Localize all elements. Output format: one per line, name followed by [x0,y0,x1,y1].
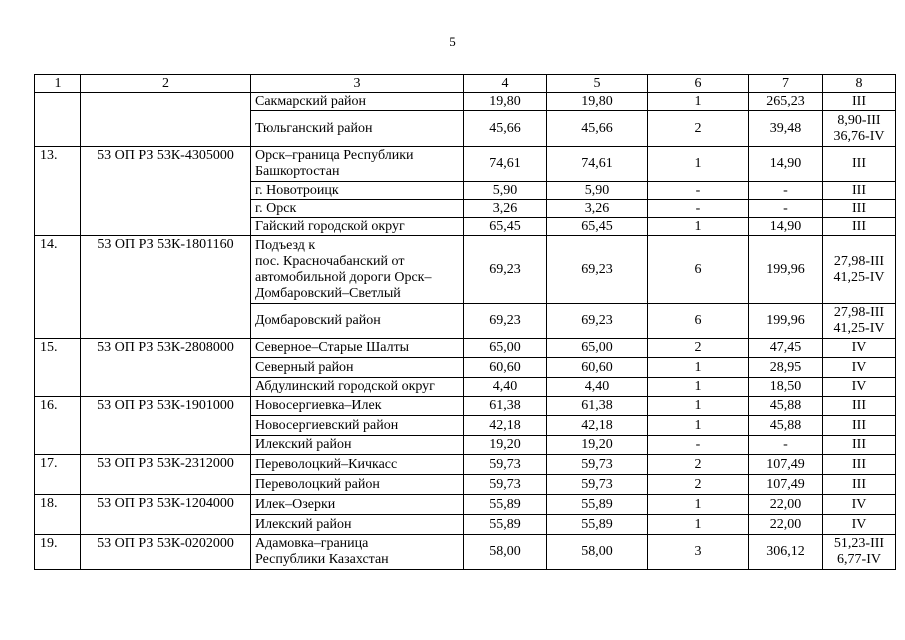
bridge-length-cell: - [749,436,823,455]
road-category-cell: IV [823,358,896,378]
length-hard-surface-cell: 55,89 [547,495,648,515]
bridge-count-cell: 1 [648,515,749,535]
row-number-cell [35,93,81,147]
table-row [35,236,896,304]
length-total-cell: 55,89 [464,495,547,515]
length-total-cell: 55,89 [464,515,547,535]
road-code-cell: 53 ОП РЗ 53К-0202000 [81,535,251,570]
header-cell-8: 8 [823,75,896,93]
bridge-count-cell: 1 [648,93,749,111]
road-category-cell: 27,98-III 41,25-IV [823,236,896,304]
length-hard-surface-cell: 60,60 [547,358,648,378]
header-cell-1: 1 [35,75,81,93]
length-hard-surface-cell: 5,90 [547,182,648,200]
column-number-row [35,75,896,93]
row-number-cell: 16. [35,397,81,455]
road-category-cell: III [823,436,896,455]
road-category-cell: IV [823,378,896,397]
length-hard-surface-cell: 19,80 [547,93,648,111]
bridge-count-cell: 1 [648,358,749,378]
length-hard-surface-cell: 59,73 [547,455,648,475]
header-cell-3: 3 [251,75,464,93]
table-row [35,455,896,475]
road-category-cell: III [823,200,896,218]
length-hard-surface-cell: 19,20 [547,436,648,455]
length-hard-surface-cell: 65,00 [547,339,648,358]
bridge-count-cell: 1 [648,378,749,397]
bridge-count-cell: 6 [648,236,749,304]
roads-table [34,74,896,570]
length-hard-surface-cell: 42,18 [547,416,648,436]
page-number: 5 [449,34,456,49]
road-name-cell: Северный район [251,358,464,378]
bridge-length-cell: 22,00 [749,495,823,515]
table-row [35,535,896,570]
road-name-cell: Илекский район [251,515,464,535]
length-total-cell: 45,66 [464,111,547,147]
road-code-cell: 53 ОП РЗ 53К-4305000 [81,147,251,236]
bridge-count-cell: 1 [648,416,749,436]
bridge-count-cell: 1 [648,495,749,515]
bridge-count-cell: 1 [648,218,749,236]
road-name-cell: Новосергиевка–Илек [251,397,464,416]
bridge-length-cell: 265,23 [749,93,823,111]
road-name-cell: Абдулинский городской округ [251,378,464,397]
table-row [35,147,896,182]
bridge-length-cell: 306,12 [749,535,823,570]
road-name-cell: Подъезд к пос. Красночабанский от автомобильной дороги Орск– Домбаровский–Светлый [251,236,464,304]
header-cell-5: 5 [547,75,648,93]
bridge-count-cell: - [648,182,749,200]
row-number-cell: 13. [35,147,81,236]
road-code-cell [81,93,251,147]
road-code-cell: 53 ОП РЗ 53К-1801160 [81,236,251,339]
bridge-length-cell: 18,50 [749,378,823,397]
road-category-cell: IV [823,339,896,358]
bridge-length-cell: - [749,182,823,200]
length-hard-surface-cell: 69,23 [547,304,648,339]
length-hard-surface-cell: 55,89 [547,515,648,535]
header-cell-4: 4 [464,75,547,93]
road-category-cell: III [823,93,896,111]
road-name-cell: Тюльганский район [251,111,464,147]
row-number-cell: 15. [35,339,81,397]
bridge-length-cell: 199,96 [749,304,823,339]
bridge-length-cell: 107,49 [749,455,823,475]
length-hard-surface-cell: 59,73 [547,475,648,495]
bridge-length-cell: 22,00 [749,515,823,535]
road-name-cell: Переволоцкий–Кичкасс [251,455,464,475]
road-name-cell: г. Новотроицк [251,182,464,200]
length-total-cell: 61,38 [464,397,547,416]
road-name-cell: Сакмарский район [251,93,464,111]
road-code-cell: 53 ОП РЗ 53К-2312000 [81,455,251,495]
bridge-count-cell: - [648,436,749,455]
road-category-cell: III [823,397,896,416]
road-category-cell: III [823,218,896,236]
bridge-count-cell: 1 [648,147,749,182]
table-row [35,93,896,111]
road-category-cell: 8,90-III 36,76-IV [823,111,896,147]
road-name-cell: Орск–граница Республики Башкортостан [251,147,464,182]
length-total-cell: 4,40 [464,378,547,397]
length-total-cell: 60,60 [464,358,547,378]
length-total-cell: 69,23 [464,304,547,339]
road-name-cell: Адамовка–граница Республики Казахстан [251,535,464,570]
road-category-cell: III [823,182,896,200]
road-category-cell: III [823,416,896,436]
road-category-cell: III [823,455,896,475]
length-total-cell: 19,20 [464,436,547,455]
road-category-cell: 27,98-III 41,25-IV [823,304,896,339]
bridge-count-cell: 2 [648,111,749,147]
length-hard-surface-cell: 58,00 [547,535,648,570]
road-name-cell: Северное–Старые Шалты [251,339,464,358]
length-total-cell: 59,73 [464,455,547,475]
length-total-cell: 58,00 [464,535,547,570]
header-cell-6: 6 [648,75,749,93]
header-cell-2: 2 [81,75,251,93]
road-name-cell: Илекский район [251,436,464,455]
length-hard-surface-cell: 4,40 [547,378,648,397]
bridge-count-cell: 2 [648,455,749,475]
road-name-cell: Домбаровский район [251,304,464,339]
bridge-count-cell: 6 [648,304,749,339]
road-name-cell: Переволоцкий район [251,475,464,495]
table-row [35,339,896,358]
row-number-cell: 17. [35,455,81,495]
road-code-cell: 53 ОП РЗ 53К-1901000 [81,397,251,455]
length-total-cell: 5,90 [464,182,547,200]
bridge-length-cell: 107,49 [749,475,823,495]
row-number-cell: 14. [35,236,81,339]
table-row [35,397,896,416]
road-name-cell: Илек–Озерки [251,495,464,515]
bridge-count-cell: - [648,200,749,218]
bridge-count-cell: 3 [648,535,749,570]
length-total-cell: 42,18 [464,416,547,436]
bridge-length-cell: 199,96 [749,236,823,304]
road-name-cell: Новосергиевский район [251,416,464,436]
length-total-cell: 59,73 [464,475,547,495]
bridge-length-cell: 14,90 [749,147,823,182]
length-total-cell: 74,61 [464,147,547,182]
road-category-cell: IV [823,515,896,535]
length-total-cell: 65,45 [464,218,547,236]
bridge-count-cell: 2 [648,339,749,358]
length-total-cell: 19,80 [464,93,547,111]
road-name-cell: г. Орск [251,200,464,218]
length-hard-surface-cell: 45,66 [547,111,648,147]
road-category-cell: 51,23-III 6,77-IV [823,535,896,570]
length-total-cell: 65,00 [464,339,547,358]
row-number-cell: 19. [35,535,81,570]
bridge-length-cell: 45,88 [749,397,823,416]
bridge-length-cell: 39,48 [749,111,823,147]
road-name-cell: Гайский городской округ [251,218,464,236]
road-category-cell: III [823,475,896,495]
length-hard-surface-cell: 69,23 [547,236,648,304]
bridge-count-cell: 2 [648,475,749,495]
bridge-count-cell: 1 [648,397,749,416]
bridge-length-cell: 28,95 [749,358,823,378]
bridge-length-cell: - [749,200,823,218]
road-code-cell: 53 ОП РЗ 53К-1204000 [81,495,251,535]
length-hard-surface-cell: 65,45 [547,218,648,236]
row-number-cell: 18. [35,495,81,535]
length-total-cell: 69,23 [464,236,547,304]
road-category-cell: IV [823,495,896,515]
length-hard-surface-cell: 3,26 [547,200,648,218]
bridge-length-cell: 47,45 [749,339,823,358]
header-cell-7: 7 [749,75,823,93]
road-code-cell: 53 ОП РЗ 53К-2808000 [81,339,251,397]
length-hard-surface-cell: 61,38 [547,397,648,416]
length-hard-surface-cell: 74,61 [547,147,648,182]
road-category-cell: III [823,147,896,182]
bridge-length-cell: 45,88 [749,416,823,436]
table-row [35,495,896,515]
bridge-length-cell: 14,90 [749,218,823,236]
length-total-cell: 3,26 [464,200,547,218]
